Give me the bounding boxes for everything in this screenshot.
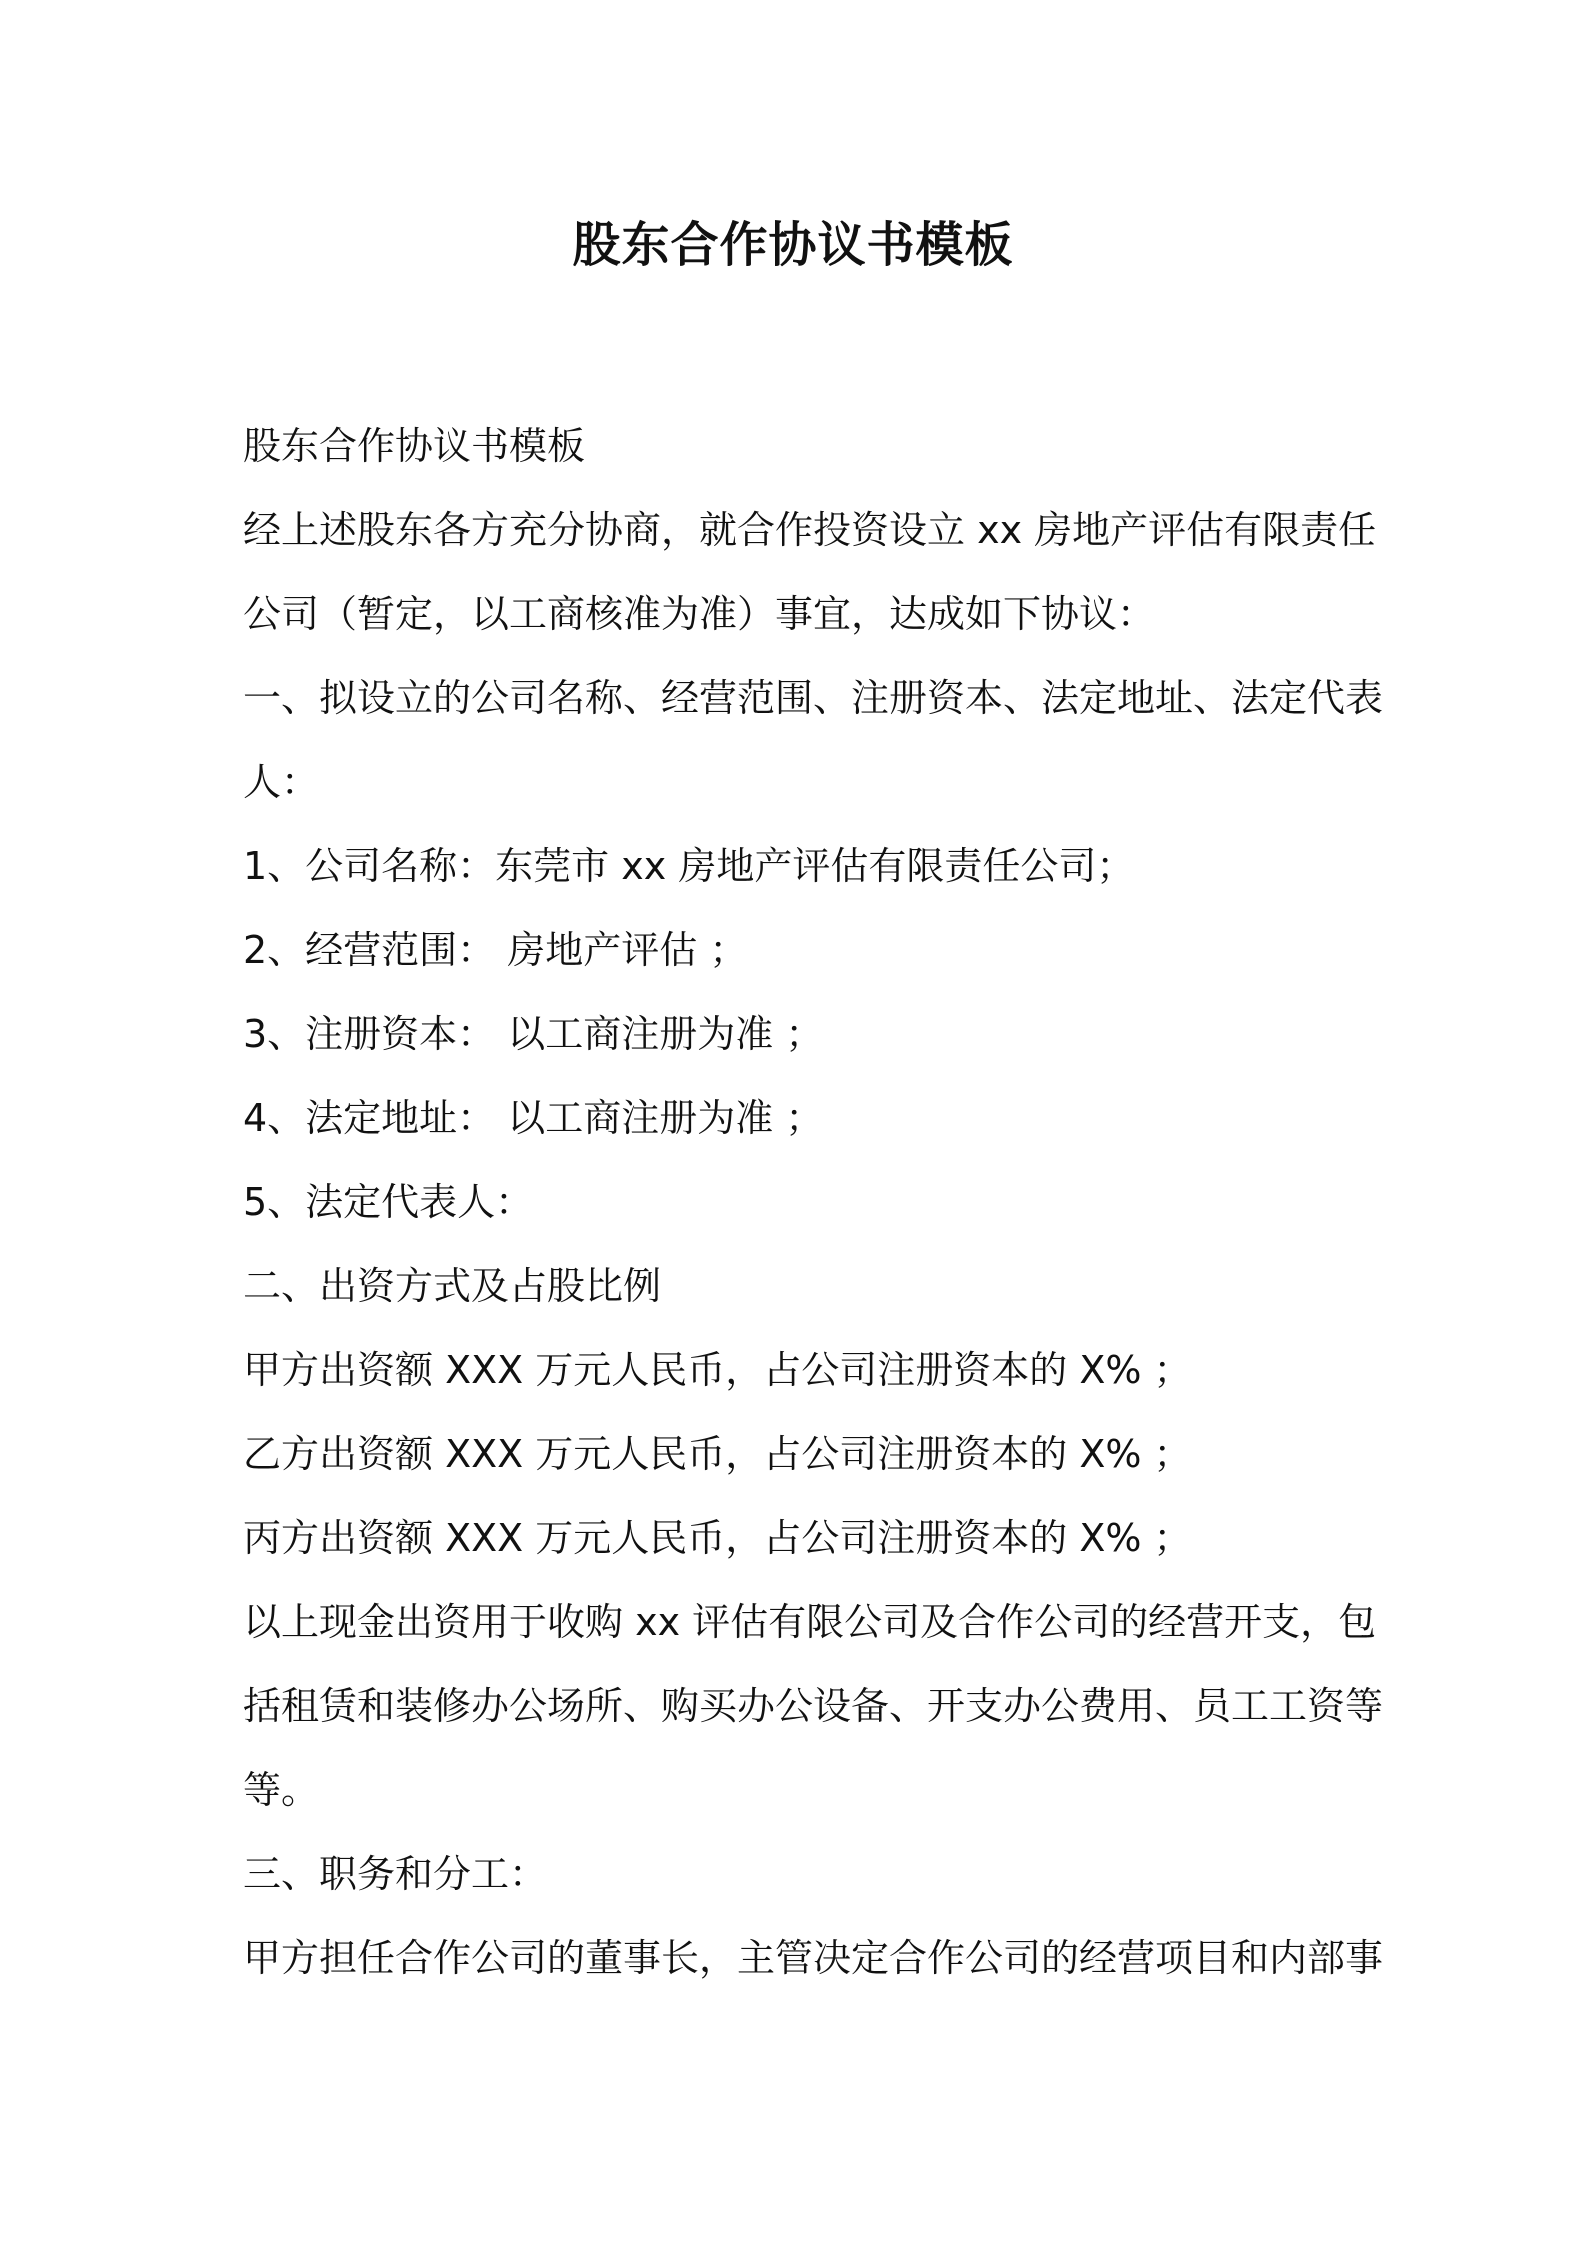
capital-party-b: 乙方出资额 XXX 万元人民币，占公司注册资本的 X% ；: [243, 1432, 1192, 1476]
duty-party-a: 甲方担任合作公司的董事长，主管决定合作公司的经营项目和内部事: [243, 1936, 1384, 1980]
item-legal-representative: 5、法定代表人：: [243, 1180, 534, 1224]
body-line-intro-1: 经上述股东各方充分协商，就合作投资设立 xx 房地产评估有限责任: [243, 508, 1377, 552]
body-line-subtitle: 股东合作协议书模板: [243, 424, 586, 468]
capital-party-c: 丙方出资额 XXX 万元人民币，占公司注册资本的 X% ；: [243, 1516, 1192, 1560]
item-registered-capital: 3、注册资本： 以工商注册为准 ；: [243, 1012, 824, 1056]
item-business-scope: 2、经营范围： 房地产评估 ；: [243, 928, 748, 972]
section-heading-3: 三、职务和分工：: [243, 1852, 548, 1896]
capital-usage-1: 以上现金出资用于收购 xx 评估有限公司及合作公司的经营开支，包: [243, 1600, 1377, 1644]
item-company-name: 1、公司名称：东莞市 xx 房地产评估有限责任公司；: [243, 844, 1135, 888]
item-legal-address: 4、法定地址： 以工商注册为准 ；: [243, 1096, 824, 1140]
capital-usage-3: 等。: [243, 1768, 320, 1812]
section-heading-2: 二、出资方式及占股比例: [243, 1264, 662, 1308]
page-title: 股东合作协议书模板: [572, 217, 1014, 273]
body-line-intro-2: 公司（暂定，以工商核准为准）事宜，达成如下协议：: [243, 592, 1156, 636]
capital-usage-2: 括租赁和装修办公场所、购买办公设备、开支办公费用、员工工资等: [243, 1684, 1384, 1728]
document-body: [243, 404, 1384, 2000]
section-heading-1-cont: 人：: [243, 760, 320, 804]
capital-party-a: 甲方出资额 XXX 万元人民币，占公司注册资本的 X% ；: [243, 1348, 1192, 1392]
section-heading-1: 一、拟设立的公司名称、经营范围、注册资本、法定地址、法定代表: [243, 676, 1384, 720]
